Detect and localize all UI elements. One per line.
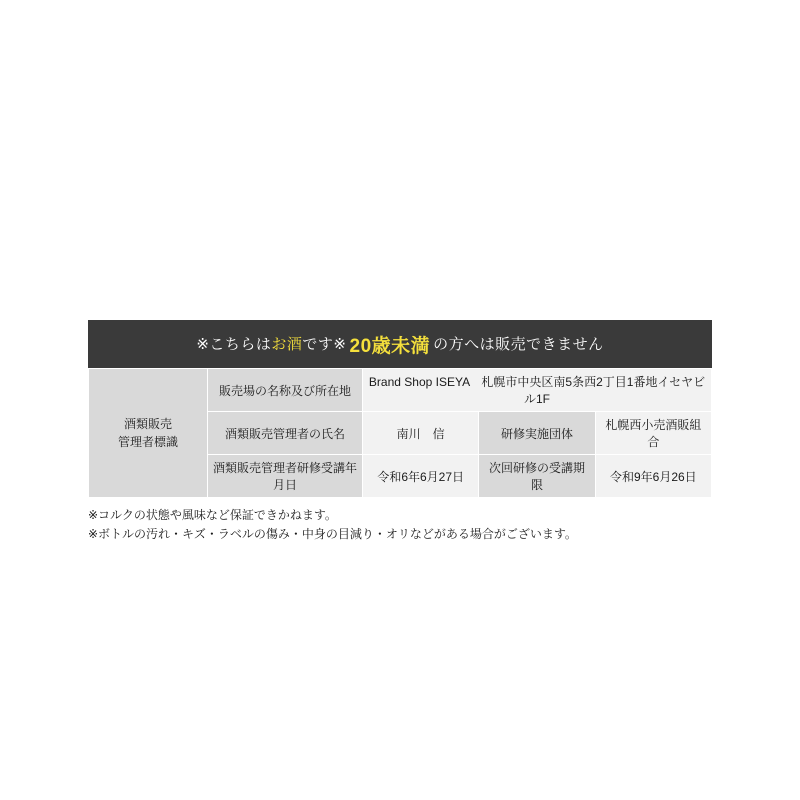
store-name-label: 販売場の名称及び所在地 [208,369,363,412]
note-line-1: ※コルクの状態や風味など保証できかねます。 [88,508,337,522]
manager-name-value: 南川 信 [363,412,479,455]
side-label-line1: 酒類販売 [123,417,172,431]
age-restriction-banner [88,320,712,368]
banner-alcohol-highlight: お酒 [271,335,303,353]
training-organization-value: 札幌西小売酒販組合 [595,412,711,455]
banner-suffix-text: の方へは販売できません [433,335,604,353]
banner-age-limit: 20歳未満 [349,335,431,357]
training-organization-label: 研修実施団体 [479,412,595,455]
table-side-label [89,369,208,498]
next-training-deadline-label: 次回研修の受講期限 [479,455,595,498]
store-name-value: Brand Shop ISEYA 札幌市中央区南5条西2丁目1番地イセヤビル1F [363,369,712,412]
training-date-value: 令和6年6月27日 [363,455,479,498]
banner-prefix-text: ※こちらは [196,335,272,353]
side-label-line2: 管理者標識 [117,435,178,449]
next-training-deadline-value: 令和9年6月26日 [595,455,711,498]
sales-manager-table [88,368,712,498]
banner-middle-text: です※ [302,335,347,353]
training-date-label: 酒類販売管理者研修受講年月日 [208,455,363,498]
manager-name-label: 酒類販売管理者の氏名 [208,412,363,455]
disclaimer-notes [88,506,712,543]
table-row [89,369,712,412]
note-line-2: ※ボトルの汚れ・キズ・ラベルの傷み・中身の目減り・オリなどがある場合がございます。 [88,526,577,541]
alcohol-sales-notice [88,320,712,543]
